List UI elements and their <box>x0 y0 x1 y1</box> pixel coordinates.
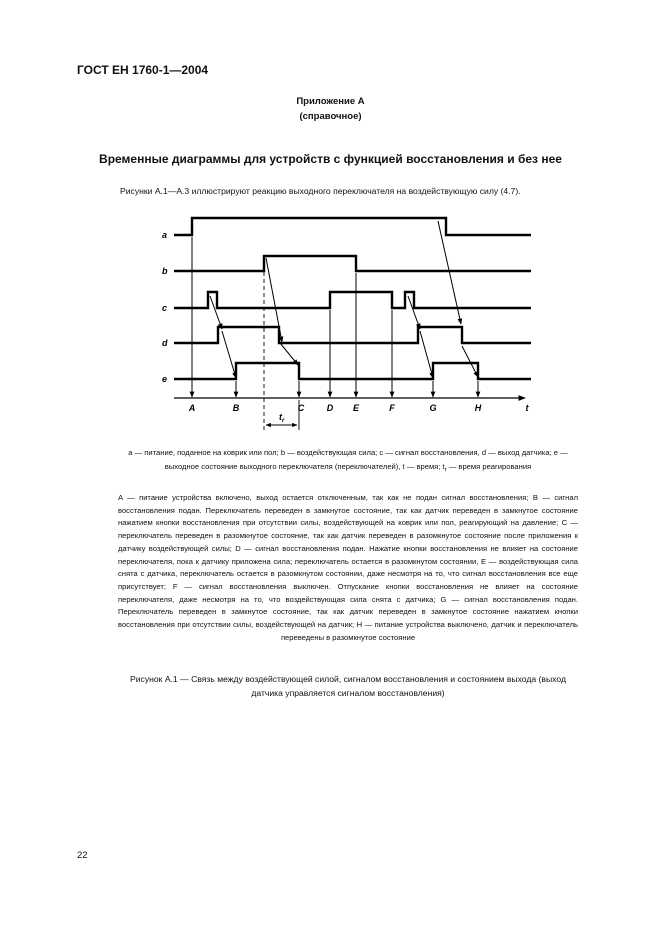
standard-header: ГОСТ ЕН 1760-1—2004 <box>77 63 209 77</box>
causal-arrows <box>210 221 478 378</box>
event-description: A — питание устройства включено, выход остается отключенным, так как не подан сигнал восстановления; B — сигнал восстановления подан. Переключатель переведен в замкнутое состояние, так как датчик переведен в замкнутое состояние нажатием кнопки восстановления при отсутствии силы, воздействующей на коврик или пол, реагирующий на давление; C — переключатель переведен в разомкнутое состояние, так как датчик переведен в разомкнутое состояние после приложения к датчику воздействующей силы; D — сигнал восстановления подан. Нажатие кнопки восстановления не влияет на состояние переключателя, пока к датчику приложена сила; переключатель остается в разомкнутом состоянии, Е — воздействующая сила снята с датчика, переключатель остается в разомкнутом состоянии, даже несмотря на то, что сигнал восстановления все еще присутствует; F — сигнал восстановления выключен. Отпускание кнопки восстановления не влияет на состояние переключателя, даже несмотря на то, что воздействующая сила снята с датчика; G — сигнал восстановления подан. Переключатель переведен в замкнутое состояние, так как датчик переведен в замкнутое состояние нажатием кнопки восстановления при отсутствии силы, воздействующей на датчик; H — питание устройства выключено, датчик и переключатель переведены в разомкнутое состояние <box>118 493 578 642</box>
signal-label-b: b <box>162 266 168 276</box>
response-time-label: t <box>279 412 282 422</box>
waveform-d <box>174 327 531 343</box>
event-label-A: A <box>188 403 196 413</box>
legend-text: а — питание, поданное на коврик или пол; b — воздействующая сила; с — сигнал восстановления, d — выход датчика; е — выходное состояние выходного переключателя (переключателей), t — время; t <box>128 448 568 471</box>
signal-label-d: d <box>162 338 168 348</box>
waveform-c <box>174 292 531 308</box>
waveform-b <box>174 256 531 271</box>
signal-waveforms <box>174 218 531 379</box>
appendix-subtitle: (справочное) <box>299 111 362 122</box>
time-axis-label: t <box>525 403 529 413</box>
waveform-a <box>174 218 531 235</box>
event-label-D: D <box>326 403 334 413</box>
event-label-G: G <box>429 403 437 413</box>
legend-subscript: r <box>444 467 447 474</box>
event-label-F: F <box>389 403 395 413</box>
signal-labels <box>162 230 168 384</box>
figure-caption: Рисунок А.1 — Связь между воздействующей силой, сигналом восстановления и состоянием выхода (выход датчика управляется сигналом восстановления) <box>130 674 566 698</box>
signal-label-c: c <box>162 303 168 313</box>
page-number: 22 <box>77 850 88 861</box>
timing-diagram <box>0 0 661 440</box>
svg-text:tr <box>279 412 285 424</box>
legend-tail: — время реагирования <box>446 462 532 471</box>
diagram-legend <box>118 446 578 478</box>
signal-label-e: e <box>162 374 168 384</box>
event-label-H: H <box>474 403 482 413</box>
event-label-C: C <box>297 403 305 413</box>
intro-text: Рисунки А.1—А.3 иллюстрируют реакцию выходного переключателя на воздействующую силу (4.7). <box>120 186 521 196</box>
event-labels <box>188 403 530 413</box>
signal-label-a: a <box>162 230 168 240</box>
appendix-title: Приложение А <box>296 96 365 107</box>
response-time-subscript: r <box>282 418 285 424</box>
event-label-B: B <box>232 403 240 413</box>
section-title: Временные диаграммы для устройств с функцией восстановления и без нее <box>99 152 562 166</box>
event-label-E: E <box>352 403 360 413</box>
